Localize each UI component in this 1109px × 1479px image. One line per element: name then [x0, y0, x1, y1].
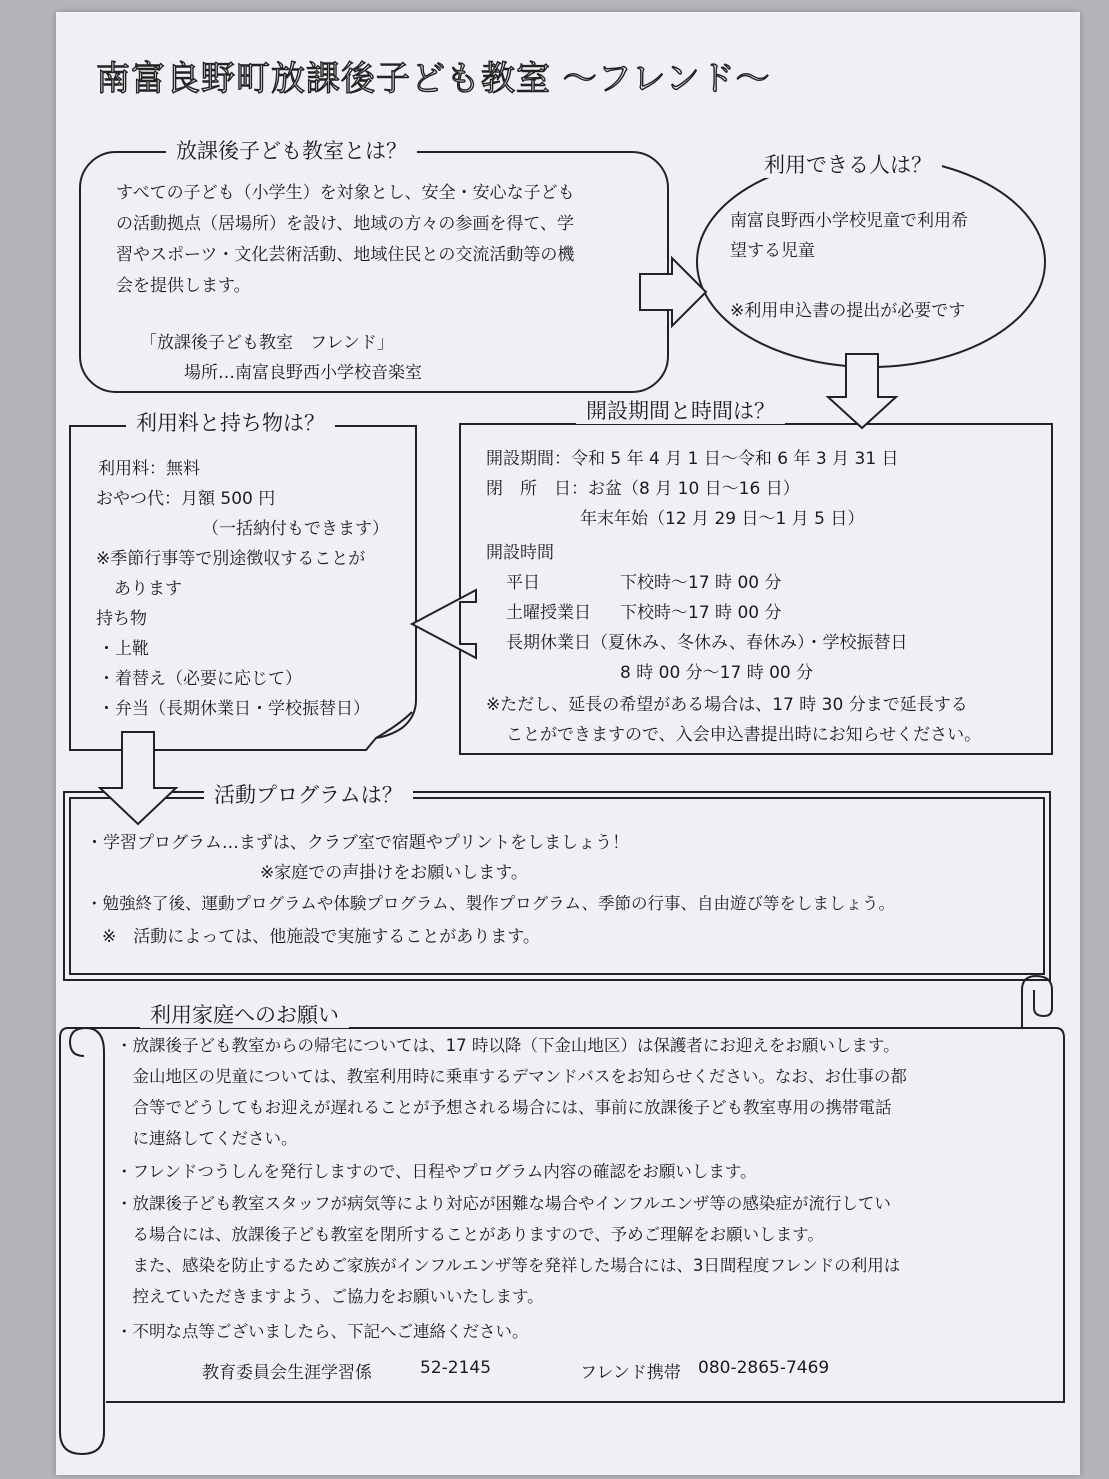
program-box-outer	[64, 792, 1050, 980]
arrow-left-icon	[412, 590, 476, 658]
schedule-heading: 開設期間と時間は？	[576, 398, 785, 424]
contact2-label: フレンド携帯	[580, 1363, 681, 1383]
contact1-number: 52-2145	[420, 1358, 492, 1378]
schedule-saturday-time: 下校時～17 時 00 分	[620, 603, 782, 623]
program-line3: ・勉強終了後、運動プログラムや体験プログラム、製作プログラム、季節の行事、自由遊び等をしましょう。	[86, 894, 895, 913]
fees-season-note1: ※季節行事等で別途徴収することが	[96, 549, 366, 569]
program-heading: 活動プログラムは？	[204, 782, 413, 808]
arrow-down-icon-2	[100, 732, 176, 824]
schedule-closed2: 年末年始（12 月 29 日～1 月 5 日）	[580, 509, 865, 529]
program-line2: ※家庭での声掛けをお願いします。	[260, 863, 528, 883]
who-heading: 利用できる人は？	[754, 152, 942, 178]
schedule-closed: 閉 所 日：お盆（8 月 10 日～16 日）	[486, 479, 800, 499]
who-line2: 望する児童	[730, 241, 815, 261]
fees-season-note2: あります	[114, 579, 182, 599]
fees-snack: おやつ代：月額 500 円	[96, 489, 276, 509]
schedule-holiday-time: 8 時 00 分～17 時 00 分	[620, 663, 814, 683]
requests-p2: ・フレンドつうしんを発行しますので、日程やプログラム内容の確認をお願いします。	[116, 1162, 757, 1181]
fees-heading: 利用料と持ち物は？	[126, 410, 335, 436]
about-name: 「放課後子ども教室 フレンド」	[140, 333, 394, 353]
contact2-number: 080-2865-7469	[698, 1358, 830, 1378]
fees-snack-note: （一括納付もできます）	[202, 519, 389, 539]
program-line4: ※ 活動によっては、他施設で実施することがあります。	[102, 927, 540, 947]
who-oval	[697, 157, 1045, 367]
requests-scroll-left	[60, 1028, 104, 1454]
about-place: 場所…南富良野西小学校音楽室	[184, 363, 422, 383]
requests-p4: ・不明な点等ございましたら、下記へご連絡ください。	[116, 1322, 529, 1341]
program-line1: ・学習プログラム…まずは、クラブ室で宿題やプリントをしましょう！	[86, 833, 630, 853]
schedule-period: 開設期間：令和 5 年 4 月 1 日～令和 6 年 3 月 31 日	[486, 449, 899, 469]
schedule-saturday-label: 土曜授業日	[506, 603, 591, 623]
schedule-weekday-time: 下校時～17 時 00 分	[620, 573, 782, 593]
schedule-weekday-label: 平日	[506, 573, 540, 593]
requests-p1: ・放課後子ども教室からの帰宅については、17 時以降（下金山地区）は保護者にお迎えをお願いします。 金山地区の児童については、教室利用時に乗車するデマンドバスをお知らせください。なお、お仕事の都 合等でどうしてもお迎えが遅れることが予想される場合には、事前に放課後子ども教室専用の携帯電話 に連絡してください。	[116, 1036, 907, 1148]
fees-item: ・上靴	[98, 639, 149, 659]
flyer-page	[56, 12, 1080, 1475]
requests-heading: 利用家庭へのお願い	[140, 1002, 349, 1028]
requests-p3: ・放課後子ども教室スタッフが病気等により対応が困難な場合やインフルエンザ等の感染症が流行してい る場合には、放課後子ども教室を閉所することがありますので、予めご理解をお願いします。 また、感染を防止するためご家族がインフルエンザ等を発祥した場合には、3日間程度フレンドの利用は 控えていただきますよう、ご協力をお願いいたします。	[116, 1194, 901, 1306]
schedule-holiday-label: 長期休業日（夏休み、冬休み、春休み）・学校振替日	[506, 633, 908, 653]
fees-items-label: 持ち物	[96, 609, 147, 629]
fees-fee: 利用料：無料	[98, 459, 200, 479]
page-title: 南富良野町放課後子ども教室 ～フレンド～	[96, 59, 771, 99]
schedule-hours-label: 開設時間	[486, 543, 554, 563]
about-heading: 放課後子ども教室とは？	[166, 138, 417, 164]
who-note: ※利用申込書の提出が必要です	[730, 301, 966, 321]
who-line1: 南富良野西小学校児童で利用希	[730, 211, 968, 231]
schedule-note1: ※ただし、延長の希望がある場合は、17 時 30 分まで延長する	[486, 695, 968, 715]
fees-item: ・弁当（長期休業日・学校振替日）	[98, 699, 370, 719]
contact1-label: 教育委員会生涯学習係	[202, 1363, 372, 1383]
schedule-note2: ことができますので、入会申込書提出時にお知らせください。	[506, 725, 982, 745]
program-box-inner	[70, 798, 1044, 974]
about-body: すべての子ども（小学生）を対象とし、安全・安心な子ども の活動拠点（居場所）を設け、地域の方々の参画を得て、学 習やスポーツ・文化芸術活動、地域住民との交流活動等の機 会を提供します。	[116, 183, 575, 296]
fees-item: ・着替え（必要に応じて）	[98, 669, 302, 689]
